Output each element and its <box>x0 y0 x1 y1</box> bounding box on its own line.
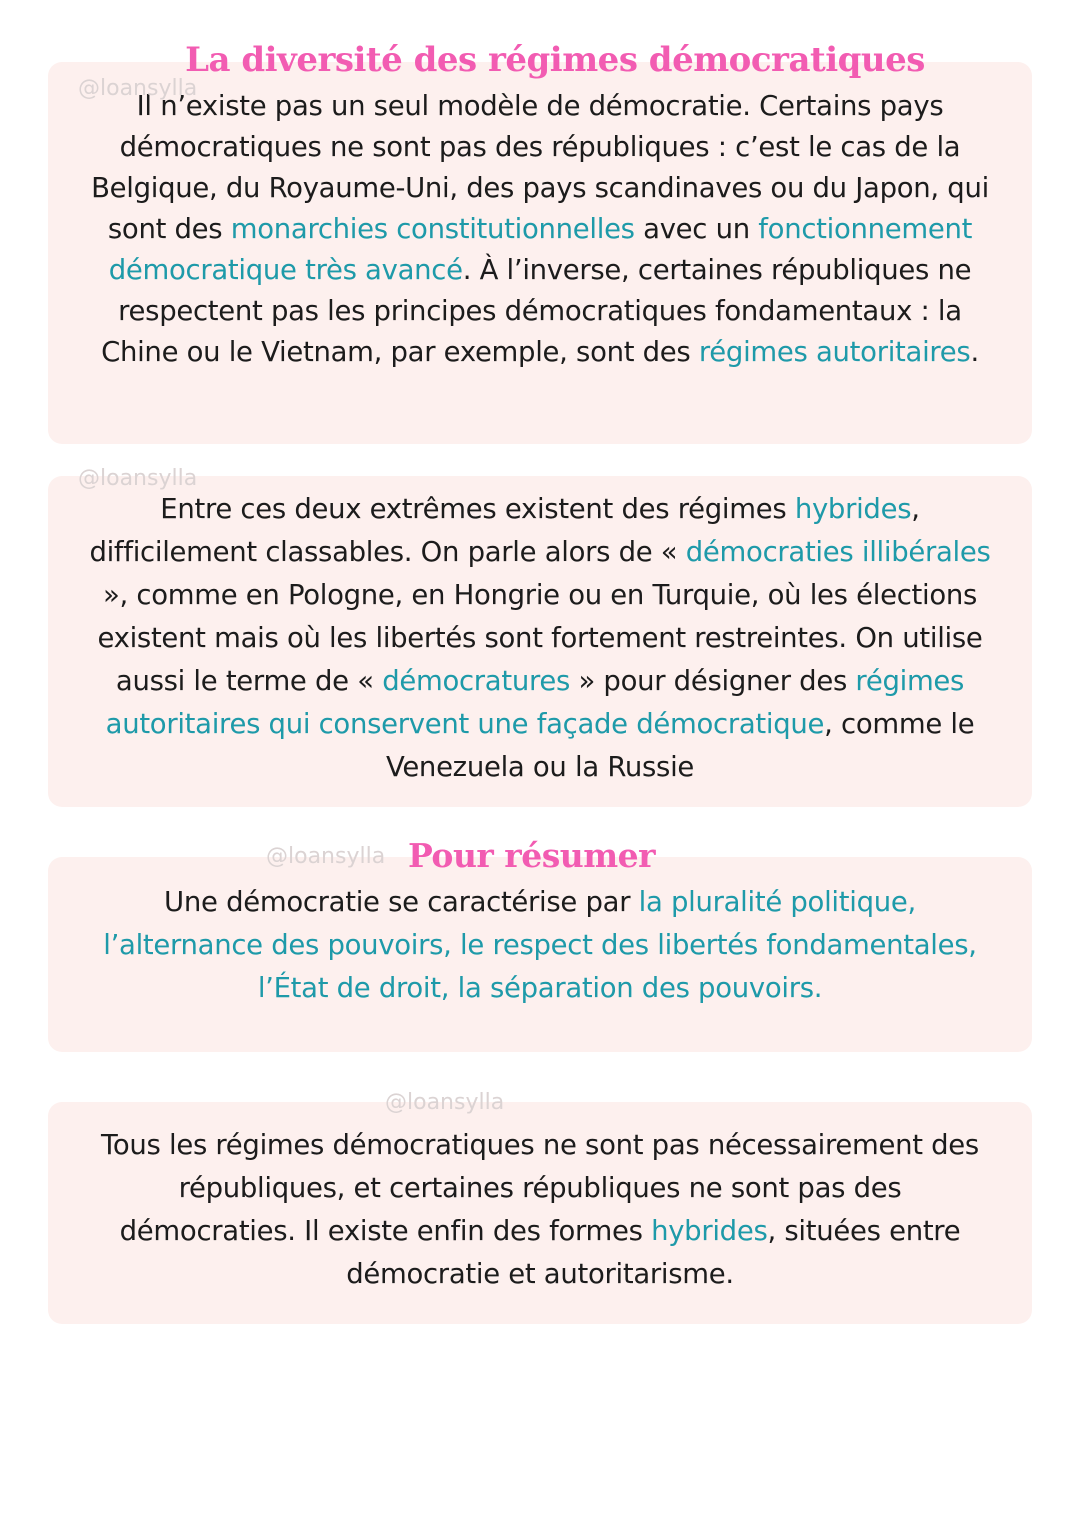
highlight-term: démocraties illibérales <box>685 536 991 568</box>
text-span: . <box>970 336 979 368</box>
highlight-term: la pluralité politique, l’alternance des pouvoirs, le respect des libertés fondamentales, l’État de droit, la séparation des pouvoirs. <box>103 886 977 1004</box>
card-diversite <box>48 62 1032 444</box>
paragraph-hybrides <box>74 488 1006 789</box>
highlight-term: régimes autoritaires <box>698 336 971 368</box>
text-span: , difficilement classables. On parle alors de « <box>89 493 920 568</box>
paragraph-diversite <box>88 86 992 373</box>
text-span: . À l’inverse, certaines républiques ne respectent pas les principes démocratiques fondamentaux : la Chine ou le Vietnam, par exemple, sont des <box>101 254 972 368</box>
text-span: », comme en Pologne, en Hongrie ou en Turquie, où les élections existent mais où les libertés sont fortement restreintes. On utilise aussi le terme de « <box>97 579 983 697</box>
highlight-term: démocratures <box>382 665 571 697</box>
highlight-term: hybrides <box>794 493 912 525</box>
text-span: Une démocratie se caractérise par <box>164 886 639 918</box>
text-span: » pour désigner des <box>570 665 856 697</box>
highlight-term: fonctionnement démocratique très avancé <box>108 213 973 286</box>
card-resume <box>48 857 1032 1052</box>
text-span: , situées entre démocratie et autoritarisme. <box>346 1215 961 1290</box>
watermark: @loansylla <box>78 466 198 491</box>
watermark: @loansylla <box>266 844 386 869</box>
watermark: @loansylla <box>78 76 198 101</box>
text-span: Entre ces deux extrêmes existent des régimes <box>160 493 795 525</box>
paragraph-conclusion <box>88 1124 992 1296</box>
section-title-diversite: La diversité des régimes démocratiques <box>185 40 925 80</box>
highlight-term: régimes autoritaires qui conservent une façade démocratique <box>105 665 965 740</box>
text-span: Il n’existe pas un seul modèle de démocratie. Certains pays démocratiques ne sont pas des républiques : c’est le cas de la Belgique, du Royaume-Uni, des pays scandinaves ou du Japon, qui sont des <box>91 90 989 245</box>
section-title-resumer: Pour résumer <box>408 836 656 875</box>
highlight-term: hybrides <box>651 1215 768 1247</box>
watermark: @loansylla <box>385 1090 505 1115</box>
card-conclusion <box>48 1102 1032 1324</box>
highlight-term: monarchies constitutionnelles <box>230 213 635 245</box>
text-span: Tous les régimes démocratiques ne sont pas nécessairement des républiques, et certaines républiques ne sont pas des démocraties. Il existe enfin des formes <box>101 1129 979 1247</box>
paragraph-resume <box>88 881 992 1010</box>
text-span: avec un <box>634 213 759 245</box>
card-regimes-hybrides <box>48 476 1032 807</box>
text-span: , comme le Venezuela ou la Russie <box>385 708 975 783</box>
